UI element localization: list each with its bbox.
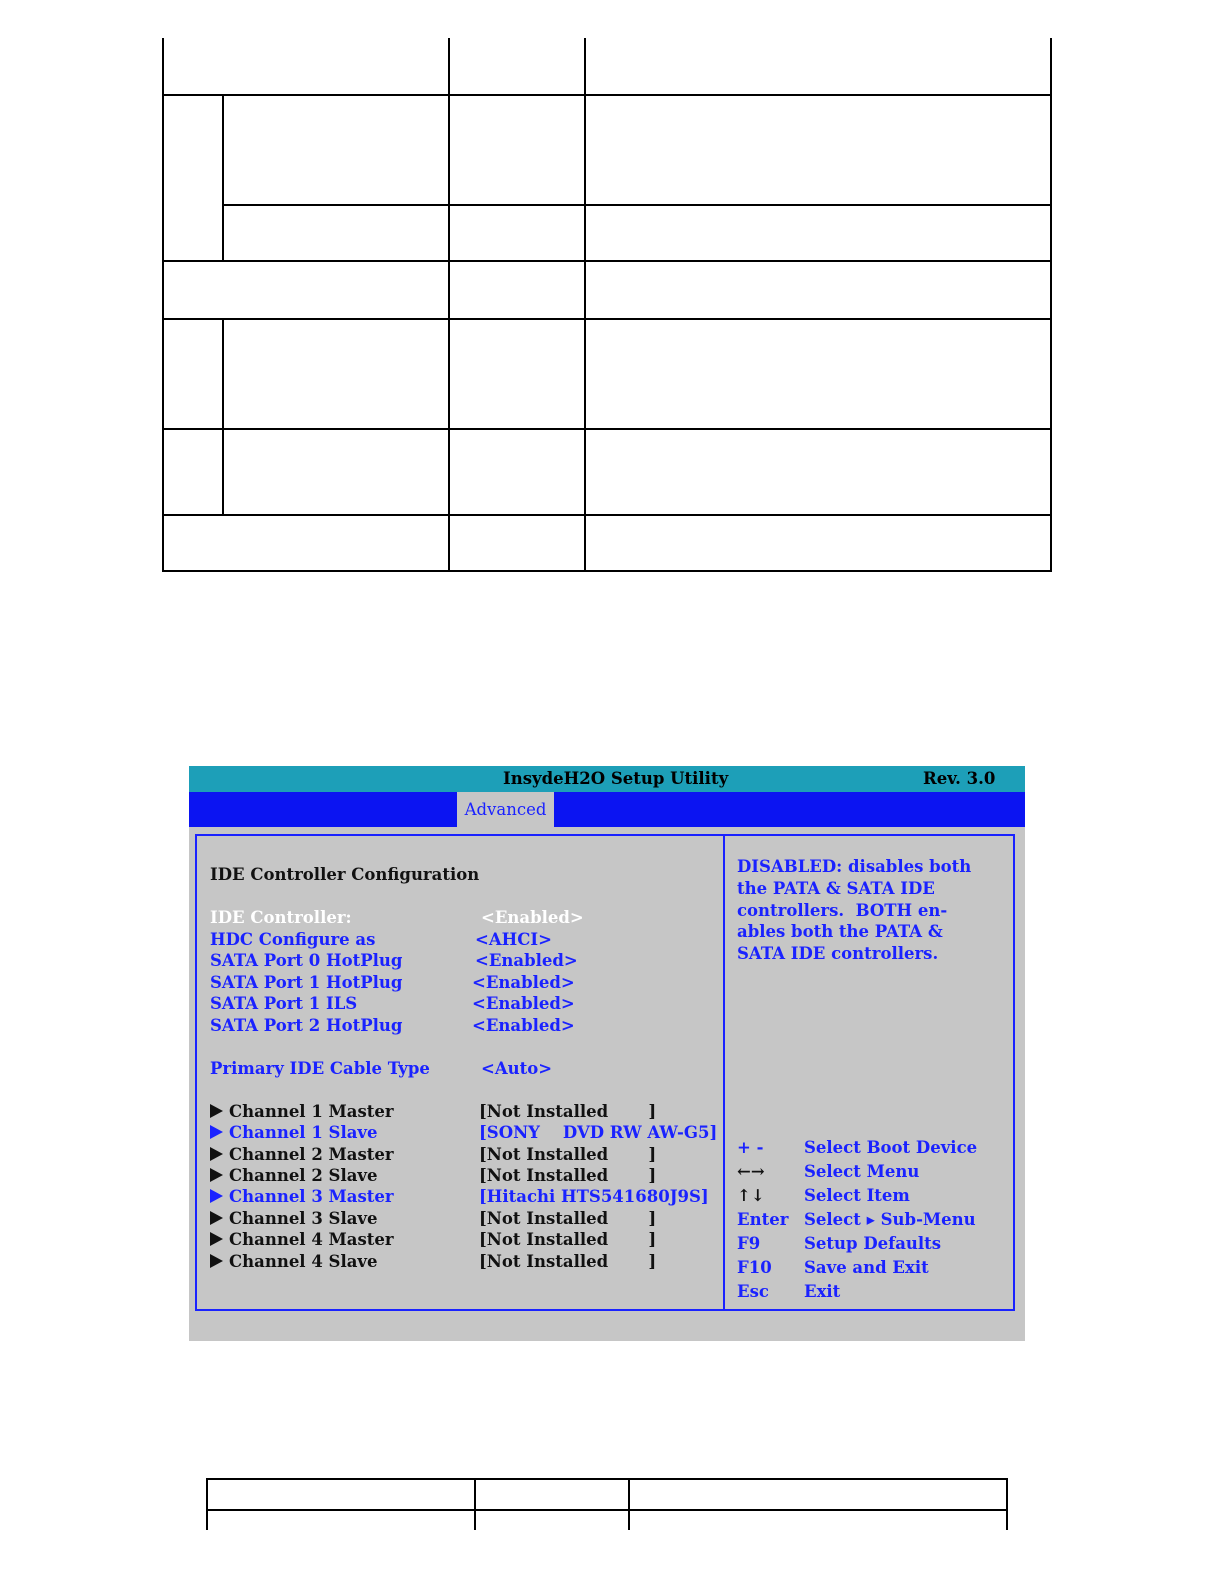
- bios-title-bar: [189, 766, 1025, 792]
- setting-value[interactable]: <Enabled>: [481, 908, 584, 927]
- key-legend-key: Enter: [737, 1210, 789, 1229]
- table-border: [448, 38, 450, 572]
- channel-label: Channel 3 Slave: [229, 1209, 378, 1228]
- setting-value[interactable]: <Enabled>: [472, 994, 575, 1013]
- bios-menu-bar: [189, 792, 1025, 827]
- submenu-arrow-icon: [210, 1211, 223, 1225]
- table-border: [222, 318, 224, 514]
- channel-label-row: [210, 1145, 394, 1165]
- help-line: ables both the PATA &: [737, 922, 943, 941]
- help-line: controllers. BOTH en-: [737, 901, 948, 920]
- help-line: the PATA & SATA IDE: [737, 879, 935, 898]
- channel-label-row: [210, 1209, 378, 1229]
- bios-setup-screen: [189, 766, 1025, 1341]
- channel-value: [Not Installed ]: [479, 1230, 657, 1249]
- setting-value[interactable]: <Enabled>: [472, 973, 575, 992]
- table-border: [1006, 1478, 1008, 1530]
- channel-label: Channel 4 Master: [229, 1230, 394, 1249]
- setting-label: SATA Port 0 HotPlug: [210, 951, 403, 970]
- submenu-arrow-icon: [210, 1104, 223, 1118]
- submenu-arrow-icon: [210, 1168, 223, 1182]
- submenu-arrow-icon: [210, 1125, 223, 1139]
- key-legend-key: + -: [737, 1138, 764, 1157]
- channel-label: Channel 1 Slave: [229, 1123, 378, 1142]
- channel-value: [Not Installed ]: [479, 1252, 657, 1271]
- setting-value[interactable]: <Enabled>: [475, 951, 578, 970]
- tab-advanced[interactable]: Advanced: [457, 792, 554, 827]
- submenu-arrow-icon: [210, 1189, 223, 1203]
- channel-value: [Not Installed ]: [479, 1209, 657, 1228]
- table-border: [584, 38, 586, 572]
- panel-divider: [723, 836, 725, 1309]
- submenu-arrow-icon: [210, 1147, 223, 1161]
- table-border: [222, 94, 224, 260]
- channel-label-row: [210, 1187, 394, 1207]
- table-border: [162, 260, 1052, 262]
- key-legend-desc: Select Menu: [804, 1162, 920, 1181]
- setting-value[interactable]: <Enabled>: [472, 1016, 575, 1035]
- key-legend-desc: Select Boot Device: [804, 1138, 978, 1157]
- document-table-top: [162, 38, 1052, 572]
- table-border: [162, 428, 1052, 430]
- setting-value[interactable]: <Auto>: [481, 1059, 553, 1078]
- channel-label-row: [210, 1230, 394, 1250]
- setting-label: IDE Controller:: [210, 908, 352, 927]
- channel-label-row: [210, 1166, 378, 1186]
- channel-label-row: [210, 1102, 394, 1122]
- document-table-bottom: [206, 1478, 1008, 1530]
- key-legend-desc: Save and Exit: [804, 1258, 929, 1277]
- table-border: [162, 94, 1052, 96]
- channel-label: Channel 4 Slave: [229, 1252, 378, 1271]
- key-legend-key: F9: [737, 1234, 761, 1253]
- table-border: [206, 1478, 1008, 1480]
- channel-value: [Hitachi HTS541680J9S]: [479, 1187, 709, 1206]
- key-legend-desc: Select ▸ Sub-Menu: [804, 1210, 976, 1229]
- table-border: [162, 570, 1052, 572]
- table-border: [474, 1478, 476, 1530]
- table-border: [206, 1509, 1008, 1511]
- key-legend-desc: Setup Defaults: [804, 1234, 942, 1253]
- key-legend-key: Esc: [737, 1282, 769, 1301]
- table-border: [628, 1478, 630, 1530]
- bios-content-frame: [195, 834, 1015, 1311]
- table-border: [1050, 38, 1052, 572]
- submenu-arrow-icon: [210, 1232, 223, 1246]
- channel-value: [Not Installed ]: [479, 1166, 657, 1185]
- section-title: IDE Controller Configuration: [210, 865, 480, 884]
- setting-label: Primary IDE Cable Type: [210, 1059, 430, 1078]
- key-legend-key: ↑↓: [737, 1186, 765, 1205]
- channel-label-row: [210, 1252, 378, 1272]
- channel-label: Channel 1 Master: [229, 1102, 394, 1121]
- channel-value: [Not Installed ]: [479, 1145, 657, 1164]
- bios-revision: Rev. 3.0: [923, 769, 996, 788]
- table-border: [162, 318, 1052, 320]
- bios-title: InsydeH2O Setup Utility: [503, 769, 729, 788]
- setting-label: HDC Configure as: [210, 930, 376, 949]
- setting-label: SATA Port 1 HotPlug: [210, 973, 403, 992]
- table-border: [162, 38, 164, 572]
- help-line: DISABLED: disables both: [737, 857, 972, 876]
- channel-label-row: [210, 1123, 378, 1143]
- setting-label: SATA Port 2 HotPlug: [210, 1016, 403, 1035]
- key-legend-desc: Exit: [804, 1282, 841, 1301]
- submenu-arrow-icon: [210, 1254, 223, 1268]
- channel-label: Channel 2 Master: [229, 1145, 394, 1164]
- channel-value: [Not Installed ]: [479, 1102, 657, 1121]
- table-border: [222, 204, 1052, 206]
- key-legend-key: ←→: [737, 1162, 765, 1181]
- channel-label: Channel 3 Master: [229, 1187, 394, 1206]
- setting-label: SATA Port 1 ILS: [210, 994, 358, 1013]
- key-legend-desc: Select Item: [804, 1186, 910, 1205]
- setting-value[interactable]: <AHCI>: [475, 930, 552, 949]
- table-border: [206, 1478, 208, 1530]
- channel-value: [SONY DVD RW AW-G5]: [479, 1123, 718, 1142]
- channel-label: Channel 2 Slave: [229, 1166, 378, 1185]
- key-legend-key: F10: [737, 1258, 772, 1277]
- table-border: [162, 514, 1052, 516]
- help-line: SATA IDE controllers.: [737, 944, 939, 963]
